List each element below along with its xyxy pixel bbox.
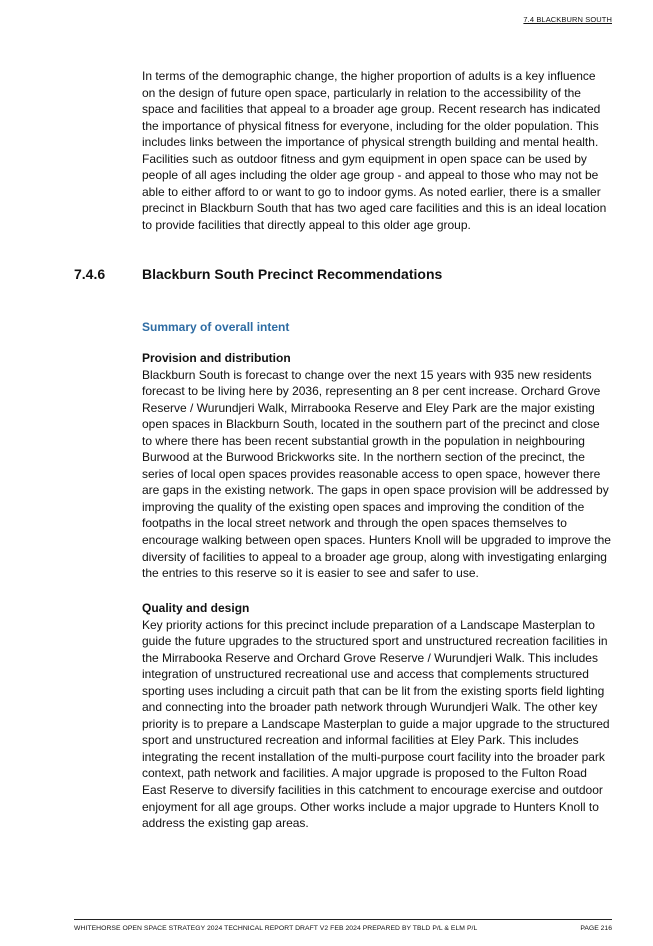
footer-report-info: WHITEHORSE OPEN SPACE STRATEGY 2024 TECHNICAL REPORT DRAFT V2 FEB 2024 PREPARED BY TBLD P/L & ELM P/L <box>74 925 478 932</box>
page-number: PAGE 216 <box>580 925 612 932</box>
intro-paragraph: In terms of the demographic change, the higher proportion of adults is a key influence on the design of future open space, particularly in relation to the accessibility of the space and facilities that appeal to a broader age group. Recent research has indicated the importance of physical fitness for everyone, including for the older population. This includes links between the importance of physical strength building and mental health. Facilities such as outdoor fitness and gym equipment in open space can be used by people of all ages including the older age group - and appeal to those who may not be able to either afford to or want to go to indoor gyms. As noted earlier, there is a smaller precinct in Blackburn South that has two aged care facilities and this is an ideal location to provide facilities that directly appeal to this older age group. <box>142 69 607 232</box>
quality-paragraph: Key priority actions for this precinct include preparation of a Landscape Masterplan to guide the future upgrades to the structured sport and unstructured recreation facilities in the Mirrabooka Reserve and Orchard Grove Reserve / Wurundjeri Walk. This includes integration of unstructured recreational use and access that complements structured sporting uses including a circuit path that can be lit from the existing sports field lighting and connecting into the broader path network through Wurundjeri Walk. The other key priority is to prepare a Landscape Masterplan to guide a major upgrade to the structured sport and unstructured recreation and informal facilities at Eley Park. This includes integrating the recent installation of the multi-purpose court facility into the broader park context, path network and facilities. A major upgrade is proposed to the Fulton Road East Reserve to diversify facilities in this catchment to encourage exercise and outdoor enjoyment for all age groups. Other works include a major upgrade to Hunters Knoll to address the existing gap areas. <box>142 617 610 831</box>
quality-block <box>142 600 612 832</box>
provision-heading: Provision and distribution <box>142 351 291 365</box>
provision-block <box>142 350 612 582</box>
intro-block <box>142 68 612 233</box>
intent-heading: Summary of overall intent <box>142 320 290 334</box>
quality-heading: Quality and design <box>142 601 250 615</box>
section-number: 7.4.6 <box>74 266 106 282</box>
footer-divider <box>74 919 612 920</box>
provision-paragraph: Blackburn South is forecast to change over the next 15 years with 935 new residents forecast to be living here by 2036, representing an 8 per cent increase. Orchard Grove Reserve / Wurundjeri Walk, Mirrabooka Reserve and Eley Park are the major existing open spaces in Blackburn South, located in the southern part of the precinct and close to where there has been recent substantial growth in the population in neighbouring Burwood at the Burwood Brickworks site. In the northern section of the precinct, the series of local open spaces provides reasonable access to open space, however there are gaps in the existing network. The gaps in open space provision will be addressed by improving the quality of the existing open spaces and improving the condition of the footpaths in the local street network and through the open spaces themselves to encourage walking between open spaces. Hunters Knoll will be upgraded to improve the diversity of facilities to appeal to a broader age group, along with investigating enlarging the entries to this reserve so it is easier to see and safer to use. <box>142 367 611 581</box>
running-header: 7.4 BLACKBURN SOUTH <box>523 15 612 24</box>
section-title: Blackburn South Precinct Recommendations <box>142 266 443 282</box>
